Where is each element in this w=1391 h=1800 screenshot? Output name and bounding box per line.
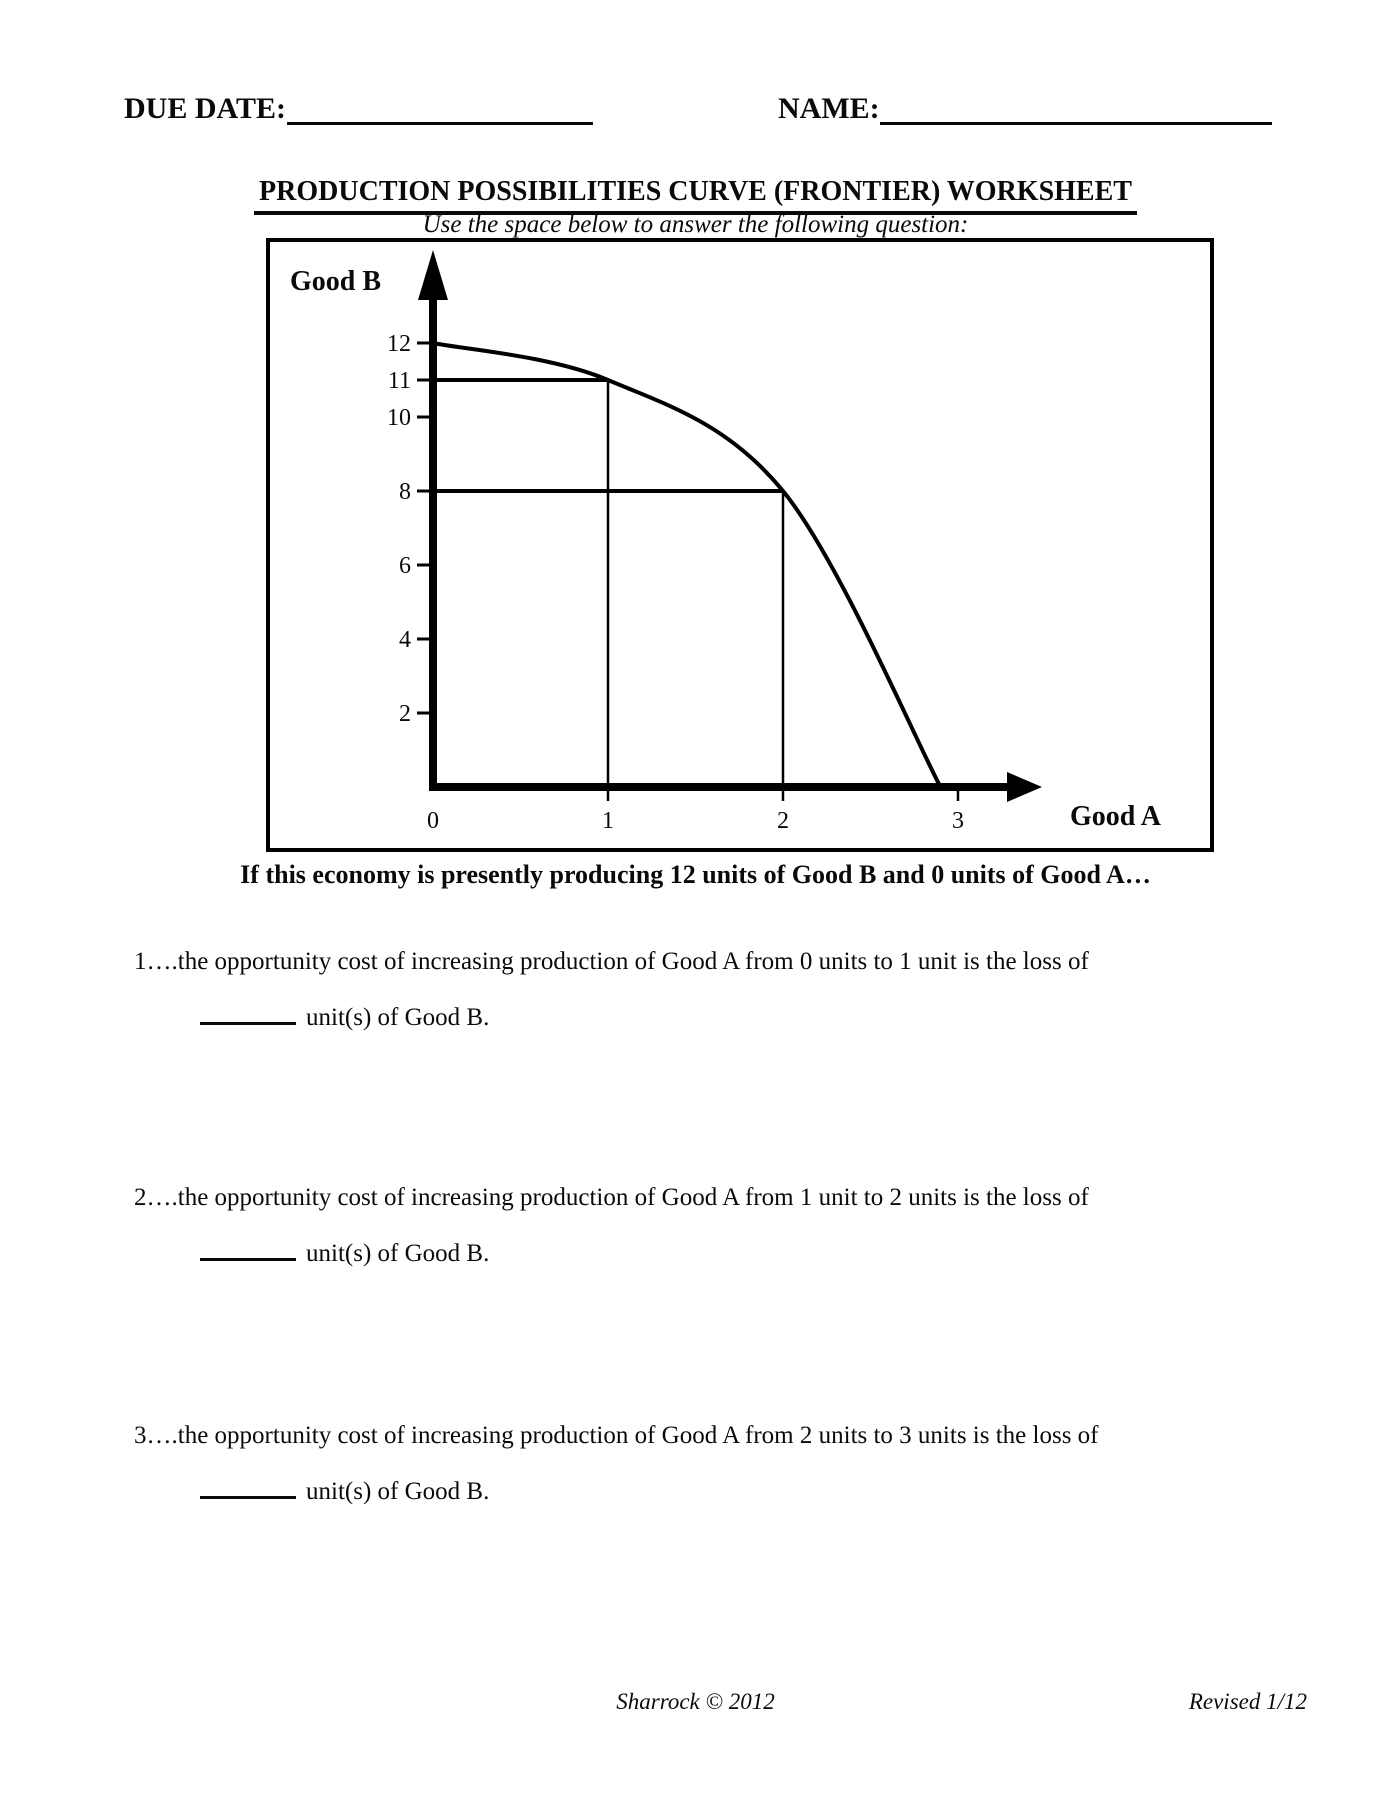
question-3-line-2 — [200, 1476, 489, 1507]
chart-frame — [266, 238, 1214, 852]
y-tick-label-2: 2 — [399, 701, 411, 727]
ppc-curve — [433, 343, 941, 787]
y-axis — [429, 294, 437, 791]
worksheet-title: PRODUCTION POSSIBILITIES CURVE (FRONTIER) WORKSHEET — [254, 178, 1137, 215]
good-a-axis-label: Good A — [1070, 801, 1162, 832]
y-tick-label-8: 8 — [399, 479, 411, 505]
question-3-line-2-text: unit(s) of Good B. — [306, 1478, 490, 1505]
y-axis-arrowhead — [418, 250, 448, 300]
x-tick-label-2: 2 — [777, 808, 789, 834]
question-1-answer-blank — [200, 1002, 296, 1025]
question-2-line-2-text: unit(s) of Good B. — [306, 1240, 490, 1267]
x-tick-label-0: 0 — [427, 808, 439, 834]
y-tick-label-11: 11 — [387, 368, 411, 394]
name-blank-line — [880, 122, 1272, 125]
ppc-chart — [270, 242, 1210, 848]
worksheet-subtitle: Use the space below to answer the following question: — [422, 211, 969, 238]
due-date-label: DUE DATE: — [124, 92, 286, 125]
title-row — [0, 178, 1391, 215]
question-1-line-2 — [200, 1002, 489, 1033]
question-2-line-1: 2….the opportunity cost of increasing production of Good A from 1 unit to 2 units is the loss of — [134, 1184, 1089, 1211]
name-label: NAME: — [778, 92, 880, 125]
question-1-line-2-text: unit(s) of Good B. — [306, 1004, 490, 1031]
y-tick-label-4: 4 — [399, 627, 411, 653]
x-tick-label-3: 3 — [952, 808, 964, 834]
footer-revised: Revised 1/12 — [1188, 1689, 1307, 1714]
prompt-line: If this economy is presently producing 12 units of Good B and 0 units of Good A… — [240, 860, 1151, 889]
x-axis — [429, 783, 1011, 791]
y-tick-label-6: 6 — [399, 553, 411, 579]
footer-copyright: Sharrock © 2012 — [616, 1689, 775, 1714]
good-b-axis-label: Good B — [290, 266, 382, 297]
question-3-line-1: 3….the opportunity cost of increasing production of Good A from 2 units to 3 units is the loss of — [134, 1422, 1099, 1449]
x-tick-label-1: 1 — [602, 808, 614, 834]
y-tick-label-12: 12 — [387, 331, 411, 357]
question-3-answer-blank — [200, 1476, 296, 1499]
due-date-blank-line — [287, 122, 593, 125]
x-axis-arrowhead — [1007, 772, 1042, 802]
question-2-answer-blank — [200, 1238, 296, 1261]
question-2-line-2 — [200, 1238, 489, 1269]
question-1-line-1: 1….the opportunity cost of increasing production of Good A from 0 units to 1 unit is the loss of — [134, 948, 1089, 975]
y-tick-label-10: 10 — [387, 405, 411, 431]
